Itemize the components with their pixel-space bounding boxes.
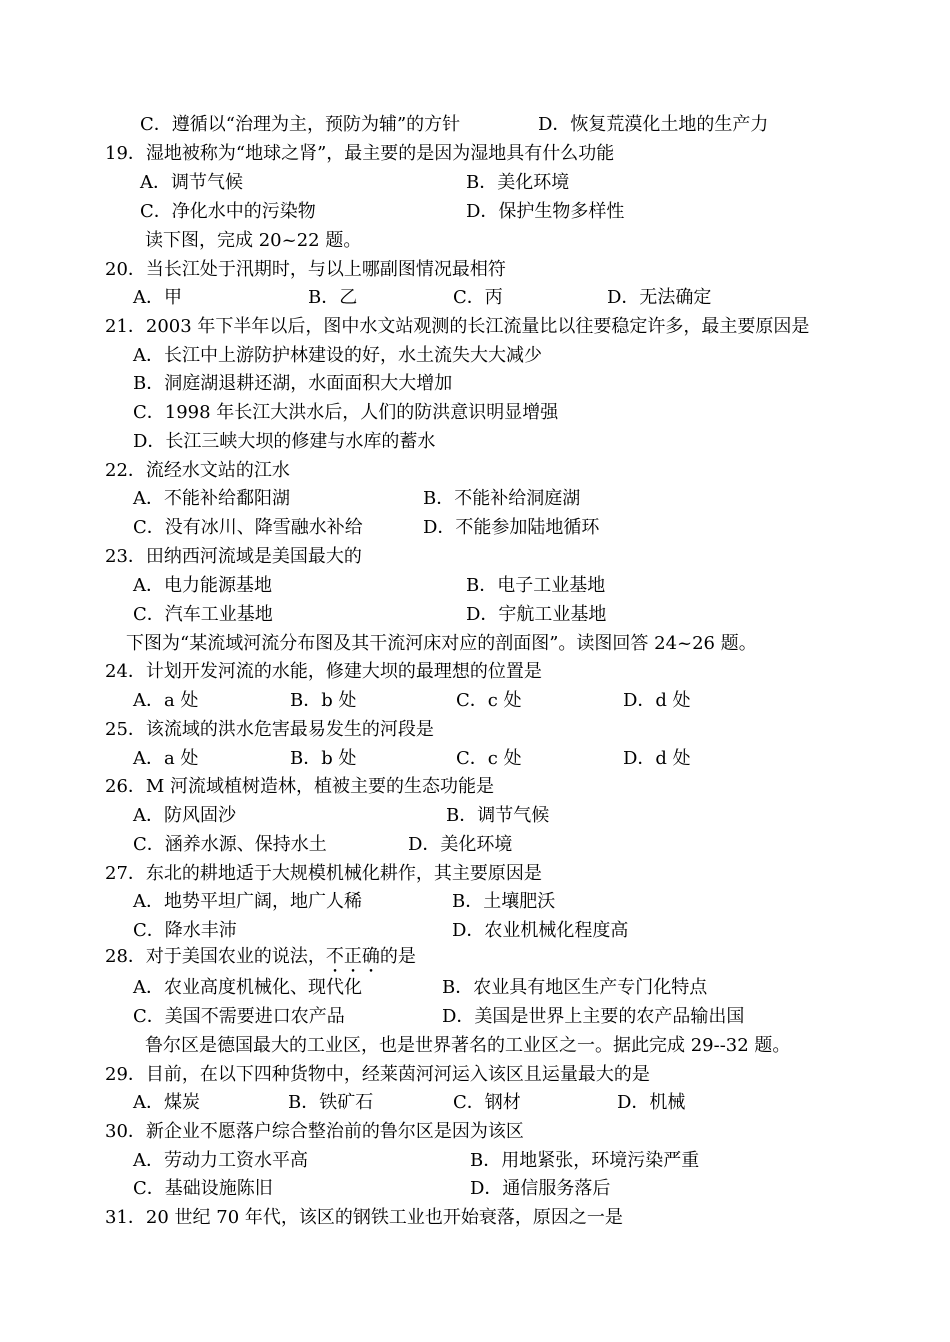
q22-option-b: B．不能补给洞庭湖 xyxy=(423,488,581,509)
q30-option-b: B．用地紧张，环境污染严重 xyxy=(470,1150,700,1171)
q29-stem: 29．目前，在以下四种货物中，经莱茵河河运入该区且运量最大的是 xyxy=(105,1064,650,1085)
q21-option-d: D．长江三峡大坝的修建与水库的蓄水 xyxy=(133,431,436,452)
q28-option-d: D．美国是世界上主要的农产品输出国 xyxy=(442,1006,745,1027)
q27-option-a: A．地势平坦广阔，地广人稀 xyxy=(133,891,362,912)
q25-option-a: A．a 处 xyxy=(133,748,199,769)
q24-option-b: B．b 处 xyxy=(290,690,357,711)
q21-option-a: A．长江中上游防护林建设的好，水土流失大大减少 xyxy=(133,345,542,366)
q23-option-c: C．汽车工业基地 xyxy=(133,604,273,625)
q19-option-a: A．调节气候 xyxy=(140,172,243,193)
q23-option-b: B．电子工业基地 xyxy=(466,575,606,596)
intro-20-22: 读下图，完成 20~22 题。 xyxy=(145,230,362,251)
q29-option-c: C．钢材 xyxy=(453,1092,521,1113)
q30-option-d: D．通信服务落后 xyxy=(470,1178,611,1199)
q21-stem: 21．2003 年下半年以后，图中水文站观测的长江流量比以往要稳定许多，最主要原因是 xyxy=(105,316,810,337)
q25-stem: 25．该流域的洪水危害最易发生的河段是 xyxy=(105,719,434,740)
q26-stem: 26．M 河流域植树造林，植被主要的生态功能是 xyxy=(105,776,495,797)
q25-option-b: B．b 处 xyxy=(290,748,357,769)
q24-option-c: C．c 处 xyxy=(456,690,522,711)
q19-stem: 19．湿地被称为“地球之肾”，最主要的是因为湿地具有什么功能 xyxy=(105,143,615,164)
q25-option-c: C．c 处 xyxy=(456,748,522,769)
q19-option-c: C．净化水中的污染物 xyxy=(140,201,316,222)
q21-option-c: C．1998 年长江大洪水后，人们的防洪意识明显增强 xyxy=(133,402,559,423)
q28-stem-post: 的是 xyxy=(379,946,416,967)
q22-stem: 22．流经水文站的江水 xyxy=(105,460,290,481)
q30-stem: 30．新企业不愿落户综合整治前的鲁尔区是因为该区 xyxy=(105,1121,524,1142)
q18-option-c: C．遵循以“治理为主，预防为辅”的方针 xyxy=(140,114,461,135)
q27-option-c: C．降水丰沛 xyxy=(133,920,237,941)
intro-24-26: 下图为“某流域河流分布图及其干流河床对应的剖面图”。读图回答 24~26 题。 xyxy=(126,633,757,654)
q28-stem-emphasis: 不正确 xyxy=(325,946,380,967)
q22-option-d: D．不能参加陆地循环 xyxy=(423,517,600,538)
q19-option-d: D．保护生物多样性 xyxy=(466,201,625,222)
q23-stem: 23．田纳西河流域是美国最大的 xyxy=(105,546,362,567)
q20-stem: 20．当长江处于汛期时，与以上哪副图情况最相符 xyxy=(105,259,506,280)
q24-option-a: A．a 处 xyxy=(133,690,199,711)
q18-option-d: D．恢复荒漠化土地的生产力 xyxy=(538,114,769,135)
q24-option-d: D．d 处 xyxy=(623,690,691,711)
q23-option-d: D．宇航工业基地 xyxy=(466,604,607,625)
q28-stem-pre: 28．对于美国农业的说法， xyxy=(105,946,326,967)
q30-option-a: A．劳动力工资水平高 xyxy=(133,1150,308,1171)
q19-option-b: B．美化环境 xyxy=(466,172,570,193)
q24-stem: 24．计划开发河流的水能，修建大坝的最理想的位置是 xyxy=(105,661,542,682)
q29-option-b: B．铁矿石 xyxy=(288,1092,374,1113)
q22-option-a: A．不能补给鄱阳湖 xyxy=(133,488,290,509)
q20-option-b: B．乙 xyxy=(308,287,358,308)
q27-option-b: B．土壤肥沃 xyxy=(452,891,556,912)
q23-option-a: A．电力能源基地 xyxy=(133,575,272,596)
q20-option-d: D．无法确定 xyxy=(607,287,712,308)
q28-stem xyxy=(105,943,416,977)
q26-option-a: A．防风固沙 xyxy=(133,805,236,826)
q28-option-c: C．美国不需要进口农产品 xyxy=(133,1006,345,1027)
q29-option-d: D．机械 xyxy=(617,1092,686,1113)
q20-option-c: C．丙 xyxy=(453,287,503,308)
q26-option-d: D．美化环境 xyxy=(408,834,513,855)
q20-option-a: A．甲 xyxy=(133,287,182,308)
q28-option-b: B．农业具有地区生产专门化特点 xyxy=(442,977,708,998)
q29-option-a: A．煤炭 xyxy=(133,1092,200,1113)
intro-29-32: 鲁尔区是德国最大的工业区，也是世界著名的工业区之一。据此完成 29--32 题。 xyxy=(145,1035,791,1056)
q27-stem: 27．东北的耕地适于大规模机械化耕作，其主要原因是 xyxy=(105,863,542,884)
q26-option-b: B．调节气候 xyxy=(446,805,550,826)
q28-option-a: A．农业高度机械化、现代化 xyxy=(133,977,362,998)
q26-option-c: C．涵养水源、保持水土 xyxy=(133,834,327,855)
q22-option-c: C．没有冰川、降雪融水补给 xyxy=(133,517,363,538)
q31-stem: 31．20 世纪 70 年代，该区的钢铁工业也开始衰落，原因之一是 xyxy=(105,1207,623,1228)
q25-option-d: D．d 处 xyxy=(623,748,691,769)
q21-option-b: B．洞庭湖退耕还湖，水面面积大大增加 xyxy=(133,373,453,394)
q30-option-c: C．基础设施陈旧 xyxy=(133,1178,273,1199)
q27-option-d: D．农业机械化程度高 xyxy=(452,920,629,941)
